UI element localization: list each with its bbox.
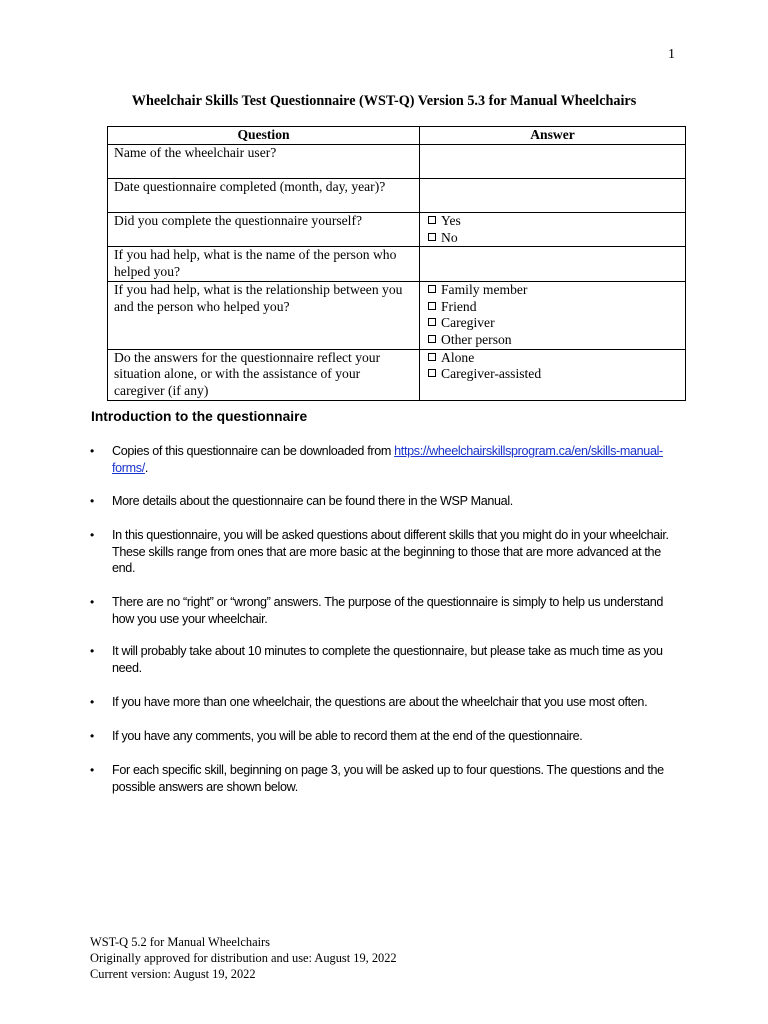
footer-approved-date: Originally approved for distribution and use: August 19, 2022: [90, 951, 397, 966]
list-item: [90, 594, 684, 627]
bullet-text-end: .: [144, 460, 149, 475]
bullet-text: More details about the questionnaire can be found there in the WSP Manual.: [112, 494, 513, 508]
bullet-icon: •: [90, 763, 94, 777]
checkbox-icon[interactable]: [428, 302, 436, 310]
checkbox-icon[interactable]: [428, 216, 436, 224]
bullet-icon: •: [90, 595, 94, 609]
bullet-icon: •: [90, 444, 94, 458]
list-item: [90, 443, 684, 476]
option-no[interactable]: [426, 230, 679, 247]
column-header-question: Question: [108, 127, 420, 145]
option-label: Caregiver: [441, 315, 495, 331]
table-row: [108, 349, 686, 400]
option-caregiver[interactable]: [426, 315, 679, 332]
option-friend[interactable]: [426, 299, 679, 316]
answer-field-date[interactable]: [420, 179, 686, 213]
option-label: Other person: [441, 331, 512, 347]
checkbox-icon[interactable]: [428, 353, 436, 361]
list-item: [90, 643, 684, 676]
bullet-text: If you have more than one wheelchair, the questions are about the wheelchair that you use most often.: [112, 695, 648, 709]
bullet-icon: •: [90, 528, 94, 542]
list-item: [90, 728, 684, 745]
option-label: Alone: [441, 349, 475, 365]
footer-version: WST-Q 5.2 for Manual Wheelchairs: [90, 935, 270, 949]
intro-heading: Introduction to the questionnaire: [91, 409, 308, 424]
bullet-text: For each specific skill, beginning on page 3, you will be asked up to four questions. The questions and the possible answers are shown below.: [112, 763, 664, 794]
document-title: Wheelchair Skills Test Questionnaire (WST-Q) Version 5.3 for Manual Wheelchairs: [131, 93, 637, 109]
page-number: 1: [668, 47, 675, 62]
option-family-member[interactable]: [426, 282, 679, 299]
column-header-answer: Answer: [420, 127, 686, 145]
checkbox-icon[interactable]: [428, 369, 436, 377]
table-header-row: [108, 127, 686, 145]
bullet-icon: •: [90, 494, 94, 508]
option-caregiver-assisted[interactable]: [426, 366, 679, 383]
bullet-icon: •: [90, 644, 94, 658]
table-row: [108, 247, 686, 281]
bullet-text: In this questionnaire, you will be asked questions about different skills that you might do in your wheelchair. These skills range from ones that are more basic at the beginning to those that are more advanced at the end.: [112, 528, 669, 576]
option-label: Friend: [441, 298, 477, 314]
bullet-text: There are no “right” or “wrong” answers. The purpose of the questionnaire is simply to help us understand how you use your wheelchair.: [112, 595, 664, 626]
answer-field-helper-name[interactable]: [420, 247, 686, 281]
checkbox-icon[interactable]: [428, 318, 436, 326]
question-cell: Name of the wheelchair user?: [108, 145, 420, 179]
question-cell: Date questionnaire completed (month, day, year)?: [108, 179, 420, 213]
option-label: Family member: [441, 281, 528, 297]
question-cell: If you had help, what is the relationship between you and the person who helped you?: [108, 281, 420, 349]
answer-options-self-complete: [420, 213, 686, 247]
option-label: Caregiver-assisted: [441, 366, 542, 382]
option-yes[interactable]: [426, 213, 679, 230]
bullet-icon: •: [90, 729, 94, 743]
download-link[interactable]: https://wheelchairskillsprogram.ca/en/skills-manual-forms/: [112, 444, 663, 475]
answer-options-assistance: [420, 349, 686, 400]
page-footer: [90, 934, 397, 983]
bullet-text: Copies of this questionnaire can be downloaded from: [112, 444, 395, 458]
checkbox-icon[interactable]: [428, 285, 436, 293]
checkbox-icon[interactable]: [428, 233, 436, 241]
table-row: [108, 179, 686, 213]
table-row: [108, 281, 686, 349]
answer-field-user-name[interactable]: [420, 145, 686, 179]
question-cell: Did you complete the questionnaire yourself?: [108, 213, 420, 247]
answer-options-relationship: [420, 281, 686, 349]
bullet-text: If you have any comments, you will be able to record them at the end of the questionnaire.: [112, 729, 583, 743]
footer-current-version: Current version: August 19, 2022: [90, 967, 256, 982]
option-other-person[interactable]: [426, 332, 679, 349]
bullet-icon: •: [90, 695, 94, 709]
question-cell: Do the answers for the questionnaire reflect your situation alone, or with the assistance of your caregiver (if any): [108, 349, 420, 400]
question-cell: If you had help, what is the name of the person who helped you?: [108, 247, 420, 281]
checkbox-icon[interactable]: [428, 335, 436, 343]
questionnaire-info-table: [107, 126, 686, 401]
list-item: [90, 527, 684, 577]
list-item: [90, 493, 684, 510]
table-row: [108, 213, 686, 247]
list-item: [90, 762, 684, 795]
option-alone[interactable]: [426, 350, 679, 367]
bullet-text: It will probably take about 10 minutes to complete the questionnaire, but please take as much time as you need.: [112, 644, 663, 675]
option-label: Yes: [441, 213, 461, 228]
list-item: [90, 694, 684, 711]
table-row: [108, 145, 686, 179]
option-label: No: [441, 229, 458, 245]
